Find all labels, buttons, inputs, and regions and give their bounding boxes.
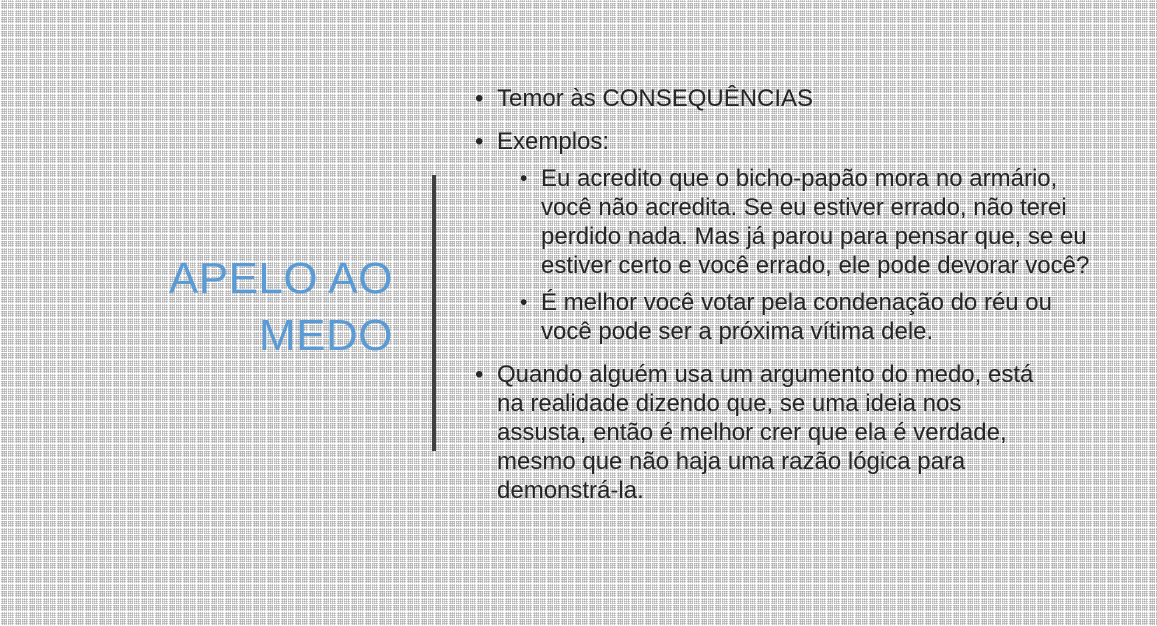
bullet-text: Exemplos: bbox=[497, 128, 610, 155]
bullet-glyph: • bbox=[520, 291, 528, 314]
slide-title: APELO AO MEDO bbox=[168, 254, 393, 360]
bullet-glyph: • bbox=[475, 85, 484, 112]
bullet-item bbox=[460, 360, 1037, 505]
vertical-divider bbox=[432, 175, 436, 451]
bullet-glyph: • bbox=[475, 128, 484, 155]
slide-body bbox=[460, 84, 1125, 505]
bullet-glyph: • bbox=[520, 167, 528, 190]
bullet-item bbox=[460, 164, 1099, 280]
bullet-glyph: • bbox=[475, 361, 484, 388]
bullet-item bbox=[460, 288, 1099, 346]
bullet-text: É melhor você votar pela condenação do réu ou você pode ser a próxima vítima dele. bbox=[541, 289, 1052, 345]
bullet-list bbox=[460, 84, 1125, 505]
bullet-item bbox=[460, 127, 1037, 156]
bullet-text: Eu acredito que o bicho-papão mora no armário, você não acredita. Se eu estiver errado, não terei perdido nada. Mas já parou para pensar que, se eu estiver certo e você errado, ele pode devorar você? bbox=[541, 165, 1090, 279]
bullet-text: Temor às CONSEQUÊNCIAS bbox=[497, 85, 814, 112]
bullet-item bbox=[460, 84, 1037, 113]
bullet-text: Quando alguém usa um argumento do medo, está na realidade dizendo que, se uma ideia nos assusta, então é melhor crer que ela é verdade, mesmo que não haja uma razão lógica para demonstrá-la. bbox=[497, 361, 1034, 504]
